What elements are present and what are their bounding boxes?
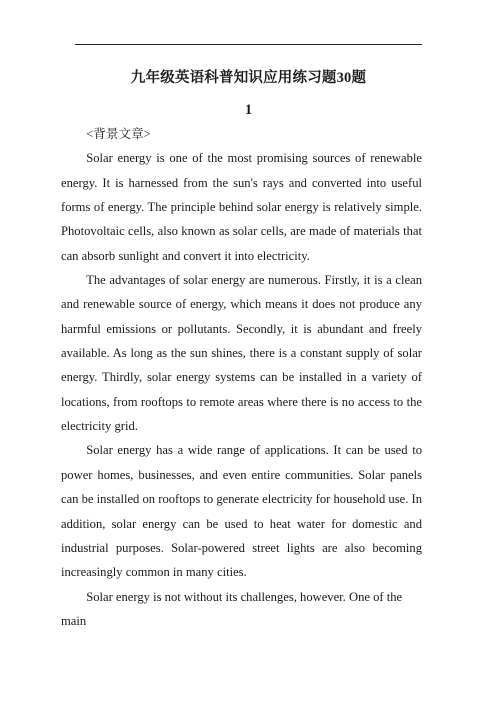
- article-body: [61, 122, 422, 633]
- paragraph-2: The advantages of solar energy are numerous. Firstly, it is a clean and renewable source of energy, which means it does not produce any harmful emissions or pollutants. Secondly, it is abundant and freely available. As long as the sun shines, there is a constant supply of solar energy. Thirdly, solar energy systems can be installed in a variety of locations, from rooftops to remote areas where there is no access to the electricity grid.: [61, 273, 422, 434]
- document-title: 九年级英语科普知识应用练习题30题: [130, 70, 367, 86]
- paragraph-1: Solar energy is one of the most promising sources of renewable energy. It is harnessed from the sun's rays and converted into useful forms of energy. The principle behind solar energy is relatively simple. Photovoltaic cells, also known as solar cells, are made of materials that can absorb sunlight and convert it into electricity.: [61, 151, 422, 263]
- header-rule: [75, 44, 422, 45]
- question-number: 1: [244, 102, 253, 118]
- section-label: <背景文章>: [86, 127, 151, 141]
- paragraph-3: Solar energy has a wide range of applications. It can be used to power homes, businesses, and even entire communities. Solar panels can be installed on rooftops to generate electricity for household use. In addition, solar energy can be used to heat water for domestic and industrial purposes. Solar-powered street lights are also becoming increasingly common in many cities.: [61, 443, 422, 580]
- paragraph-4: Solar energy is not without its challenges, however. One of the main: [61, 589, 403, 628]
